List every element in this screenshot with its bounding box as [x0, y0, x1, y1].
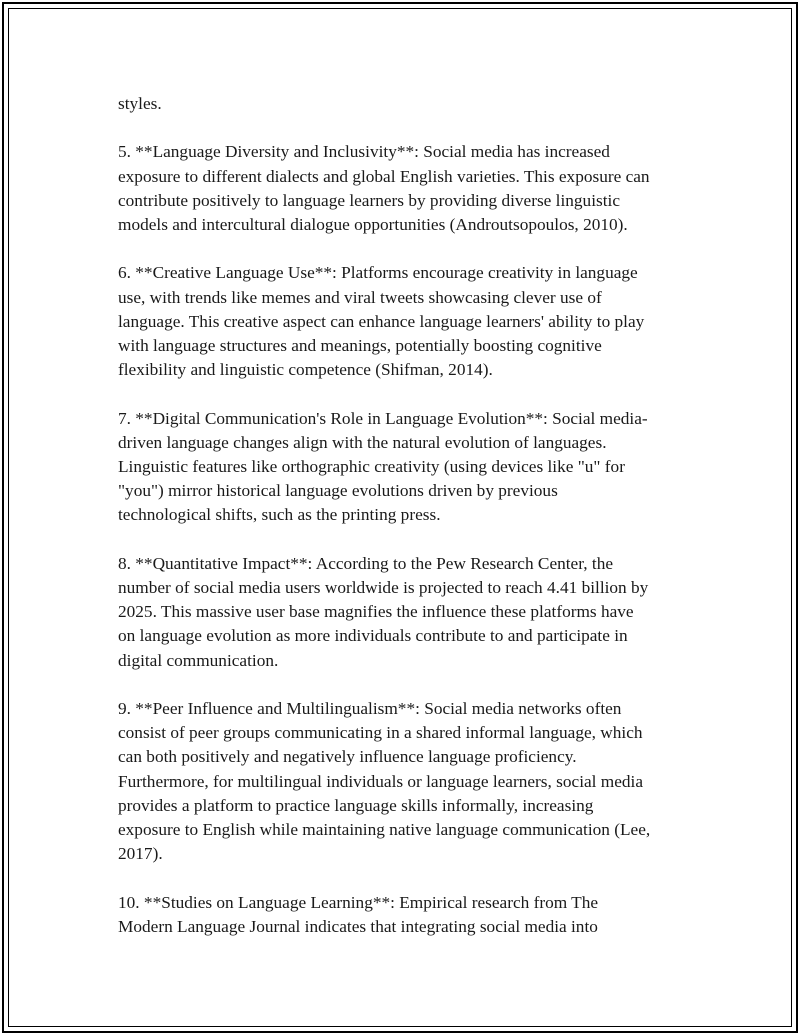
paragraph-item-5: 5. **Language Diversity and Inclusivity**: Social media has increased exposure to different dialects and global English varieties. This exposure can contribute positively to language learners by providing diverse linguistic models and intercultural dialogue opportunities (Androutsopoulos, 2010). [118, 142, 650, 234]
paragraph-continuation: styles. [118, 94, 162, 113]
paragraph-item-8: 8. **Quantitative Impact**: According to the Pew Research Center, the number of social media users worldwide is projected to reach 4.41 billion by 2025. This massive user base magnifies the influence these platforms have on language evolution as more individuals contribute to and participate in digital communication. [118, 553, 649, 670]
paragraph-item-6: 6. **Creative Language Use**: Platforms encourage creativity in language use, with trends like memes and viral tweets showcasing clever use of language. This creative aspect can enhance language learners' ability to play with language structures and meanings, potentially boosting cognitive flexibility and linguistic competence (Shifman, 2014). [118, 263, 645, 380]
paragraph-item-10: 10. **Studies on Language Learning**: Empirical research from The Modern Language Journal indicates that integrating social media into [118, 892, 599, 936]
document-body [118, 92, 693, 963]
paragraph-item-9: 9. **Peer Influence and Multilingualism**: Social media networks often consist of peer groups communicating in a shared informal language, which can both positively and negatively influence language proficiency. Furthermore, for multilingual individuals or language learners, social media provides a platform to practice language skills informally, increasing exposure to English while maintaining native language communication (Lee, 2017). [118, 699, 651, 864]
paragraph-item-7: 7. **Digital Communication's Role in Language Evolution**: Social media- driven language changes align with the natural evolution of languages. Linguistic features like orthographic creativity (using devices like "u" for "you") mirror historical language evolutions driven by previous technological shifts, such as the printing press. [118, 408, 648, 525]
